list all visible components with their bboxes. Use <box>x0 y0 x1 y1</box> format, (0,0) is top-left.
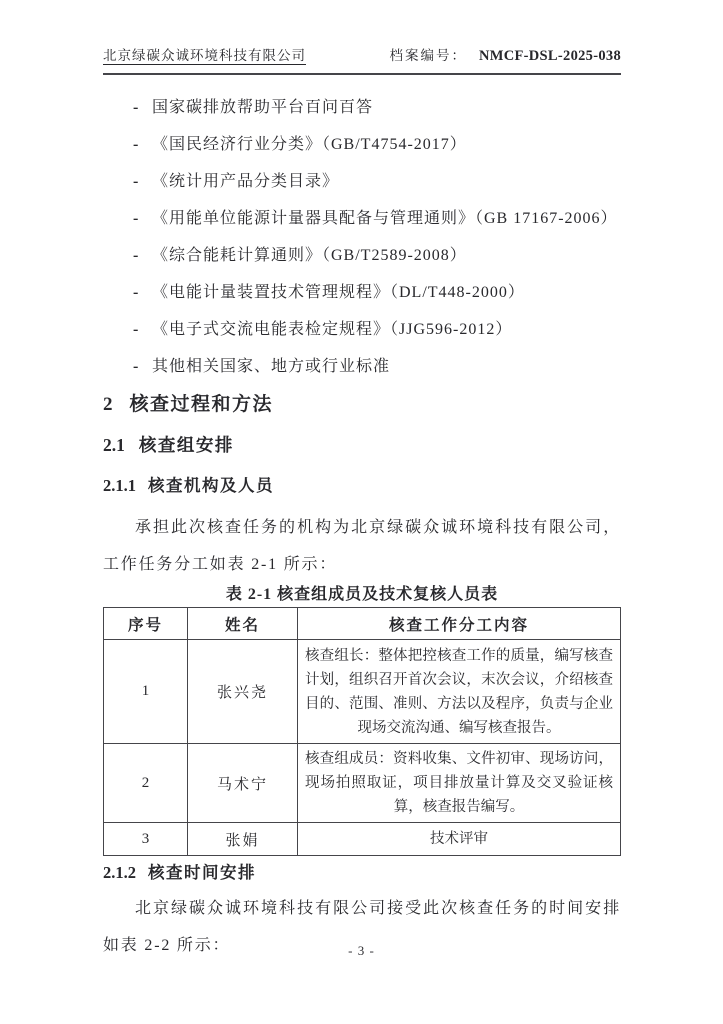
table-row <box>104 823 621 856</box>
page-header <box>103 44 621 75</box>
schedule-intro-paragraph: 北京绿碳众诚环境科技有限公司接受此次核查任务的时间安排如表 2-2 所示： <box>103 900 621 954</box>
table-cell-duty: 核查组长：整体把控核查工作的质量，编写核查计划，组织召开首次会议，末次会议，介绍核查目的、范围、准则、方法以及程序，负责与企业现场交流沟通、编写核查报告。 <box>298 640 621 744</box>
page-content <box>103 97 621 964</box>
company-name: 北京绿碳众诚环境科技有限公司 <box>103 48 306 63</box>
table-cell-name: 张兴尧 <box>188 640 298 744</box>
section-heading-2-1 <box>103 434 621 457</box>
reference-item <box>103 319 621 341</box>
archive-number-group <box>389 44 621 65</box>
reference-item <box>103 97 621 119</box>
section-title: 核查组安排 <box>138 435 234 455</box>
reference-text: 《综合能耗计算通则》（GB/T2589-2008） <box>152 247 467 264</box>
column-header-no: 序号 <box>104 608 188 640</box>
bullet-dash: - <box>133 99 140 116</box>
section-heading-2-1-2 <box>103 862 621 884</box>
reference-text: 《电子式交流电能表检定规程》（JJG596-2012） <box>152 321 513 338</box>
reference-item <box>103 282 621 304</box>
bullet-dash: - <box>133 173 140 190</box>
archive-number-label: 档案编号： <box>389 48 467 63</box>
reference-text: 《国民经济行业分类》（GB/T4754-2017） <box>152 136 467 153</box>
table-cell-no: 1 <box>104 640 188 744</box>
section-title: 核查机构及人员 <box>148 476 274 495</box>
reference-text: 《用能单位能源计量器具配备与管理通则》（GB 17167-2006） <box>152 210 618 227</box>
verification-team-table <box>103 607 621 856</box>
section-number: 2 <box>103 394 113 415</box>
table-cell-no: 2 <box>104 744 188 823</box>
reference-item <box>103 245 621 267</box>
page-footer <box>0 943 723 959</box>
section-heading-2-1-1 <box>103 475 621 497</box>
table-row <box>104 640 621 744</box>
reference-item <box>103 171 621 193</box>
bullet-dash: - <box>133 284 140 301</box>
page-number: - 3 - <box>348 943 375 958</box>
table-header-row <box>104 608 621 640</box>
team-intro-paragraph: 承担此次核查任务的机构为北京绿碳众诚环境科技有限公司，工作任务分工如表 2-1 所示： <box>103 519 621 573</box>
bullet-dash: - <box>133 247 140 264</box>
reference-text: 国家碳排放帮助平台百问百答 <box>152 99 374 116</box>
section-number: 2.1.1 <box>103 476 136 495</box>
bullet-dash: - <box>133 210 140 227</box>
reference-item <box>103 134 621 156</box>
reference-item <box>103 356 621 378</box>
reference-text: 《统计用产品分类目录》 <box>152 173 340 190</box>
table-cell-duty: 技术评审 <box>298 823 621 856</box>
reference-text: 《电能计量装置技术管理规程》（DL/T448-2000） <box>152 284 525 301</box>
reference-list <box>103 97 621 378</box>
table-cell-no: 3 <box>104 823 188 856</box>
bullet-dash: - <box>133 136 140 153</box>
table-cell-name: 张娟 <box>188 823 298 856</box>
reference-item <box>103 208 621 230</box>
section-title: 核查时间安排 <box>148 863 256 882</box>
bullet-dash: - <box>133 321 140 338</box>
column-header-name: 姓名 <box>188 608 298 640</box>
table-row <box>104 744 621 823</box>
table-caption: 表 2-1 核查组成员及技术复核人员表 <box>225 586 499 603</box>
table-cell-name: 马术宁 <box>188 744 298 823</box>
reference-text: 其他相关国家、地方或行业标准 <box>152 358 391 375</box>
bullet-dash: - <box>133 358 140 375</box>
section-number: 2.1.2 <box>103 863 136 882</box>
section-number: 2.1 <box>103 435 125 455</box>
archive-number-value: NMCF-DSL-2025-038 <box>478 48 621 64</box>
column-header-duty: 核查工作分工内容 <box>298 608 621 640</box>
table-cell-duty: 核查组成员：资料收集、文件初审、现场访问，现场拍照取证，项目排放量计算及交叉验证核算，核查报告编写。 <box>298 744 621 823</box>
section-title: 核查过程和方法 <box>129 394 274 415</box>
section-heading-2 <box>103 393 621 417</box>
